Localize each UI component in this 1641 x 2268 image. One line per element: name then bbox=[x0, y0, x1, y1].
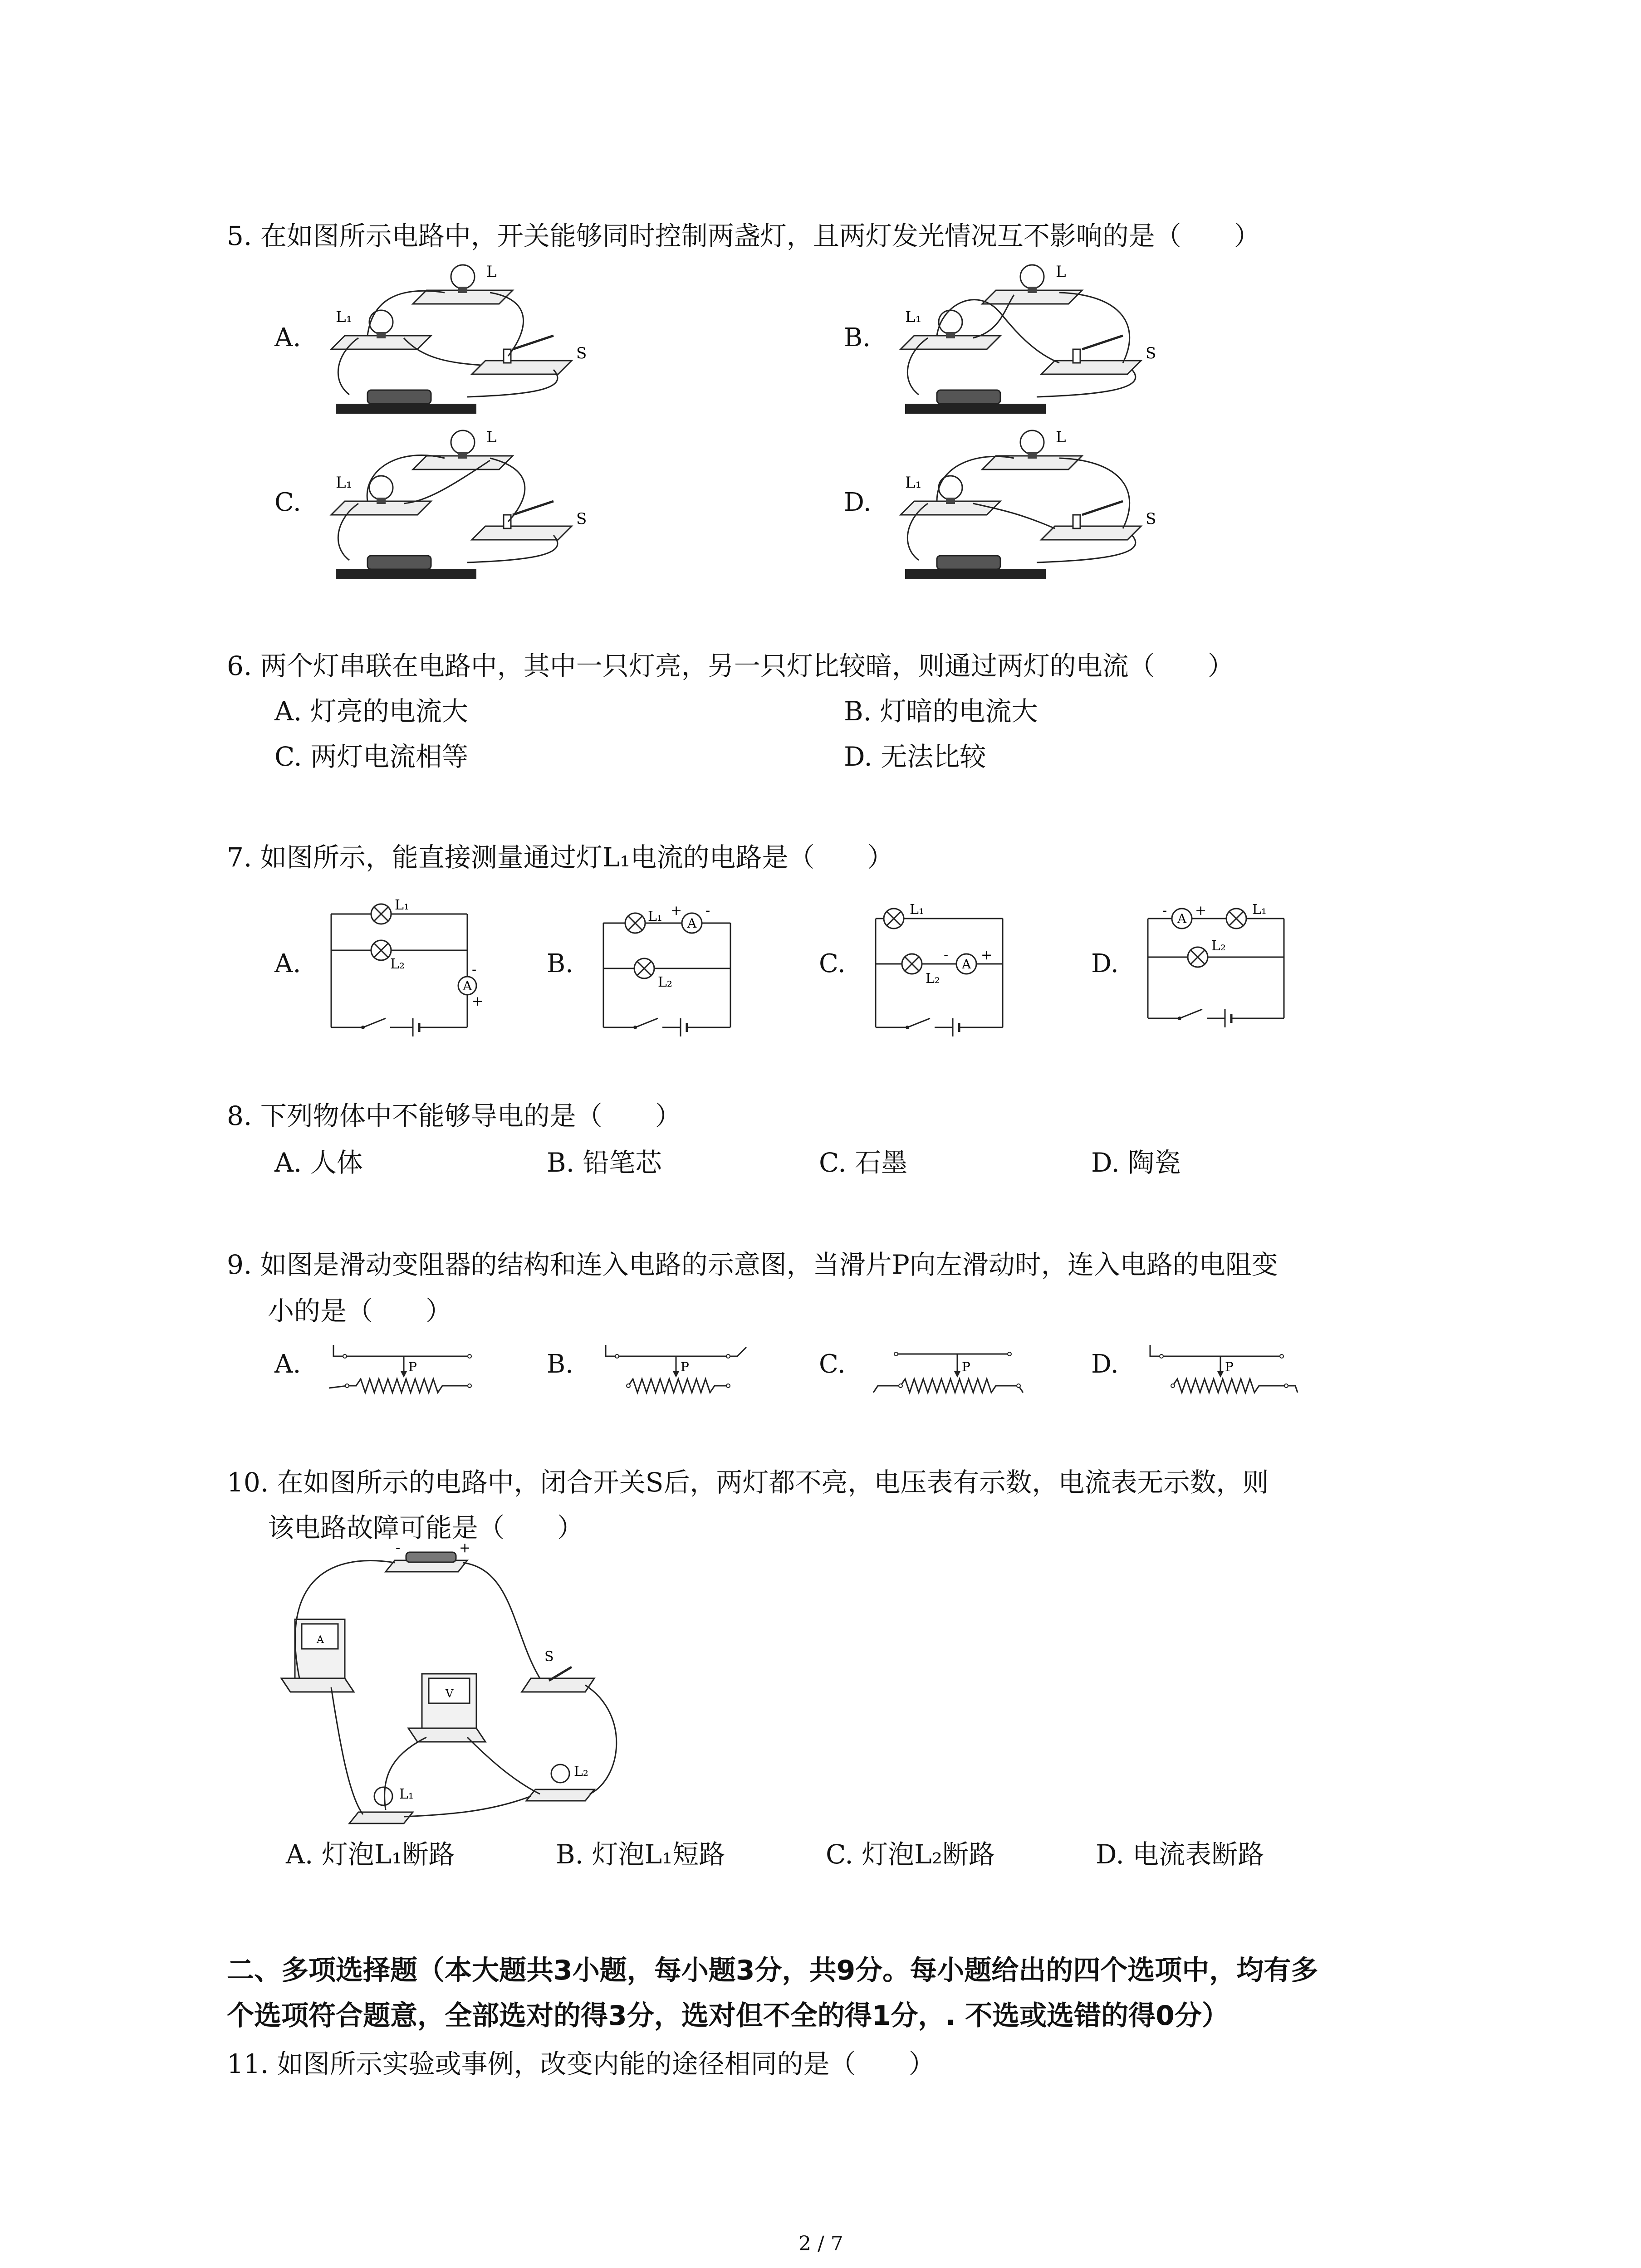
q9-stem-line1: 9. 如图是滑动变阻器的结构和连入电路的示意图，当滑片P向左滑动时，连入电路的电阻变 bbox=[227, 1249, 1278, 1280]
q9-a-p: P bbox=[408, 1359, 417, 1374]
q8-option-d[interactable]: D. 陶瓷 bbox=[1091, 1147, 1181, 1178]
q7-a-minus: - bbox=[472, 962, 477, 978]
q5-option-c-figure bbox=[318, 424, 608, 592]
q6-option-d[interactable]: D. 无法比较 bbox=[844, 741, 986, 772]
q10-battery-minus: - bbox=[396, 1542, 401, 1556]
q8-option-c[interactable]: C. 石墨 bbox=[819, 1147, 908, 1178]
q7-c-l1: L₁ bbox=[910, 902, 924, 918]
q7-a-plus: + bbox=[472, 993, 484, 1009]
q5-option-b-figure bbox=[887, 259, 1177, 426]
q7-a-l1: L₁ bbox=[395, 897, 409, 913]
q10-ammeter-label: A bbox=[317, 1634, 324, 1646]
q7-a-meter: A bbox=[463, 978, 472, 993]
q5-a-label-l1: L₁ bbox=[336, 308, 353, 326]
q7-b-meter: A bbox=[687, 916, 697, 931]
q7-option-d-letter: D. bbox=[1091, 949, 1119, 978]
q7-option-b-letter: B. bbox=[547, 949, 573, 978]
q7-b-minus: - bbox=[705, 903, 710, 919]
q8-option-b[interactable]: B. 铅笔芯 bbox=[547, 1147, 662, 1178]
section2-heading-line1: 二、多项选择题（本大题共3小题，每小题3分，共9分。每小题给出的四个选项中，均有多 bbox=[227, 1955, 1318, 1986]
q7-option-b-figure bbox=[594, 896, 776, 1041]
q10-option-c[interactable]: C. 灯泡L₂断路 bbox=[826, 1839, 995, 1870]
q7-option-d-figure bbox=[1139, 896, 1320, 1041]
q5-option-d-letter: D. bbox=[844, 488, 872, 517]
q10-stem-line1: 10. 在如图所示的电路中，闭合开关S后，两灯都不亮，电压表有示数，电流表无示数，则 bbox=[227, 1467, 1269, 1498]
q5-d-label-s: S bbox=[1146, 510, 1156, 528]
q9-b-p: P bbox=[681, 1359, 689, 1374]
q8-option-a[interactable]: A. 人体 bbox=[274, 1147, 363, 1178]
q10-option-d[interactable]: D. 电流表断路 bbox=[1096, 1839, 1264, 1870]
q7-d-meter: A bbox=[1177, 911, 1187, 926]
q7-d-l2: L₂ bbox=[1211, 938, 1226, 954]
q7-a-l2: L₂ bbox=[390, 956, 405, 972]
q5-option-b-letter: B. bbox=[844, 323, 871, 352]
q7-stem: 7. 如图所示，能直接测量通过灯L₁电流的电路是（ ） bbox=[227, 842, 894, 873]
q5-a-label-l: L bbox=[486, 263, 497, 281]
q9-option-a-figure bbox=[324, 1336, 488, 1404]
q5-b-label-l1: L₁ bbox=[905, 308, 922, 326]
q5-option-c-letter: C. bbox=[274, 488, 301, 517]
q7-b-l1: L₁ bbox=[648, 909, 662, 924]
q5-b-label-l: L bbox=[1056, 263, 1066, 281]
q10-voltmeter-label: V bbox=[446, 1687, 454, 1700]
q5-d-label-l1: L₁ bbox=[905, 474, 922, 492]
q8-stem: 8. 下列物体中不能够导电的是（ ） bbox=[227, 1100, 681, 1131]
page-number: 2 / 7 bbox=[798, 2232, 843, 2255]
q10-option-a[interactable]: A. 灯泡L₁断路 bbox=[286, 1839, 455, 1870]
q9-option-a-letter: A. bbox=[274, 1349, 301, 1379]
q5-option-d-figure bbox=[887, 424, 1177, 592]
q10-stem-line2: 该电路故障可能是（ ） bbox=[268, 1512, 584, 1543]
q9-option-d-letter: D. bbox=[1091, 1349, 1119, 1379]
q7-b-plus: + bbox=[671, 903, 682, 919]
q9-option-c-figure bbox=[869, 1336, 1041, 1404]
q5-c-label-s: S bbox=[576, 510, 587, 528]
q7-d-plus: + bbox=[1195, 903, 1207, 919]
q9-option-c-letter: C. bbox=[819, 1349, 846, 1379]
q7-c-l2: L₂ bbox=[926, 971, 940, 987]
q10-l1-label: L₁ bbox=[399, 1786, 414, 1802]
q7-d-minus: - bbox=[1162, 903, 1167, 919]
q7-option-c-letter: C. bbox=[819, 949, 846, 978]
q5-stem: 5. 在如图所示电路中，开关能够同时控制两盏灯，且两灯发光情况互不影响的是（ ） bbox=[227, 220, 1260, 251]
q9-option-b-letter: B. bbox=[547, 1349, 573, 1379]
q10-option-b[interactable]: B. 灯泡L₁短路 bbox=[556, 1839, 725, 1870]
q10-circuit-figure bbox=[277, 1542, 662, 1851]
q7-option-a-figure bbox=[322, 896, 504, 1041]
q10-battery-plus: + bbox=[459, 1542, 471, 1556]
q6-option-c[interactable]: C. 两灯电流相等 bbox=[274, 741, 469, 772]
q9-option-d-figure bbox=[1141, 1336, 1313, 1404]
q7-option-a-letter: A. bbox=[274, 949, 301, 978]
q5-option-a-letter: A. bbox=[274, 323, 301, 352]
q5-option-a-figure bbox=[318, 259, 608, 426]
q6-option-b[interactable]: B. 灯暗的电流大 bbox=[844, 696, 1038, 727]
q7-b-l2: L₂ bbox=[658, 974, 672, 990]
q5-c-label-l1: L₁ bbox=[336, 474, 353, 492]
q5-a-label-s: S bbox=[576, 344, 587, 362]
q6-option-a[interactable]: A. 灯亮的电流大 bbox=[274, 696, 468, 727]
q9-option-b-figure bbox=[597, 1336, 760, 1404]
q10-l2-label: L₂ bbox=[574, 1764, 588, 1779]
q5-c-label-l: L bbox=[486, 428, 497, 446]
q10-switch-label: S bbox=[544, 1649, 554, 1665]
q5-d-label-l: L bbox=[1056, 428, 1066, 446]
q9-d-p: P bbox=[1225, 1359, 1234, 1374]
q9-stem-line2: 小的是（ ） bbox=[268, 1295, 452, 1326]
q11-stem: 11. 如图所示实验或事例，改变内能的途径相同的是（ ） bbox=[227, 2048, 935, 2079]
q9-c-p: P bbox=[962, 1359, 970, 1374]
section2-heading-line2: 个选项符合题意，全部选对的得3分，选对但不全的得1分，. 不选或选错的得0分） bbox=[227, 2000, 1229, 2032]
q5-b-label-s: S bbox=[1146, 344, 1156, 362]
q7-c-plus: + bbox=[981, 947, 993, 963]
q7-option-c-figure bbox=[867, 896, 1048, 1041]
q7-c-meter: A bbox=[962, 957, 971, 972]
q6-stem: 6. 两个灯串联在电路中，其中一只灯亮，另一只灯比较暗，则通过两灯的电流（ ） bbox=[227, 650, 1234, 681]
q7-c-minus: - bbox=[944, 947, 949, 963]
q7-d-l1: L₁ bbox=[1252, 902, 1267, 918]
